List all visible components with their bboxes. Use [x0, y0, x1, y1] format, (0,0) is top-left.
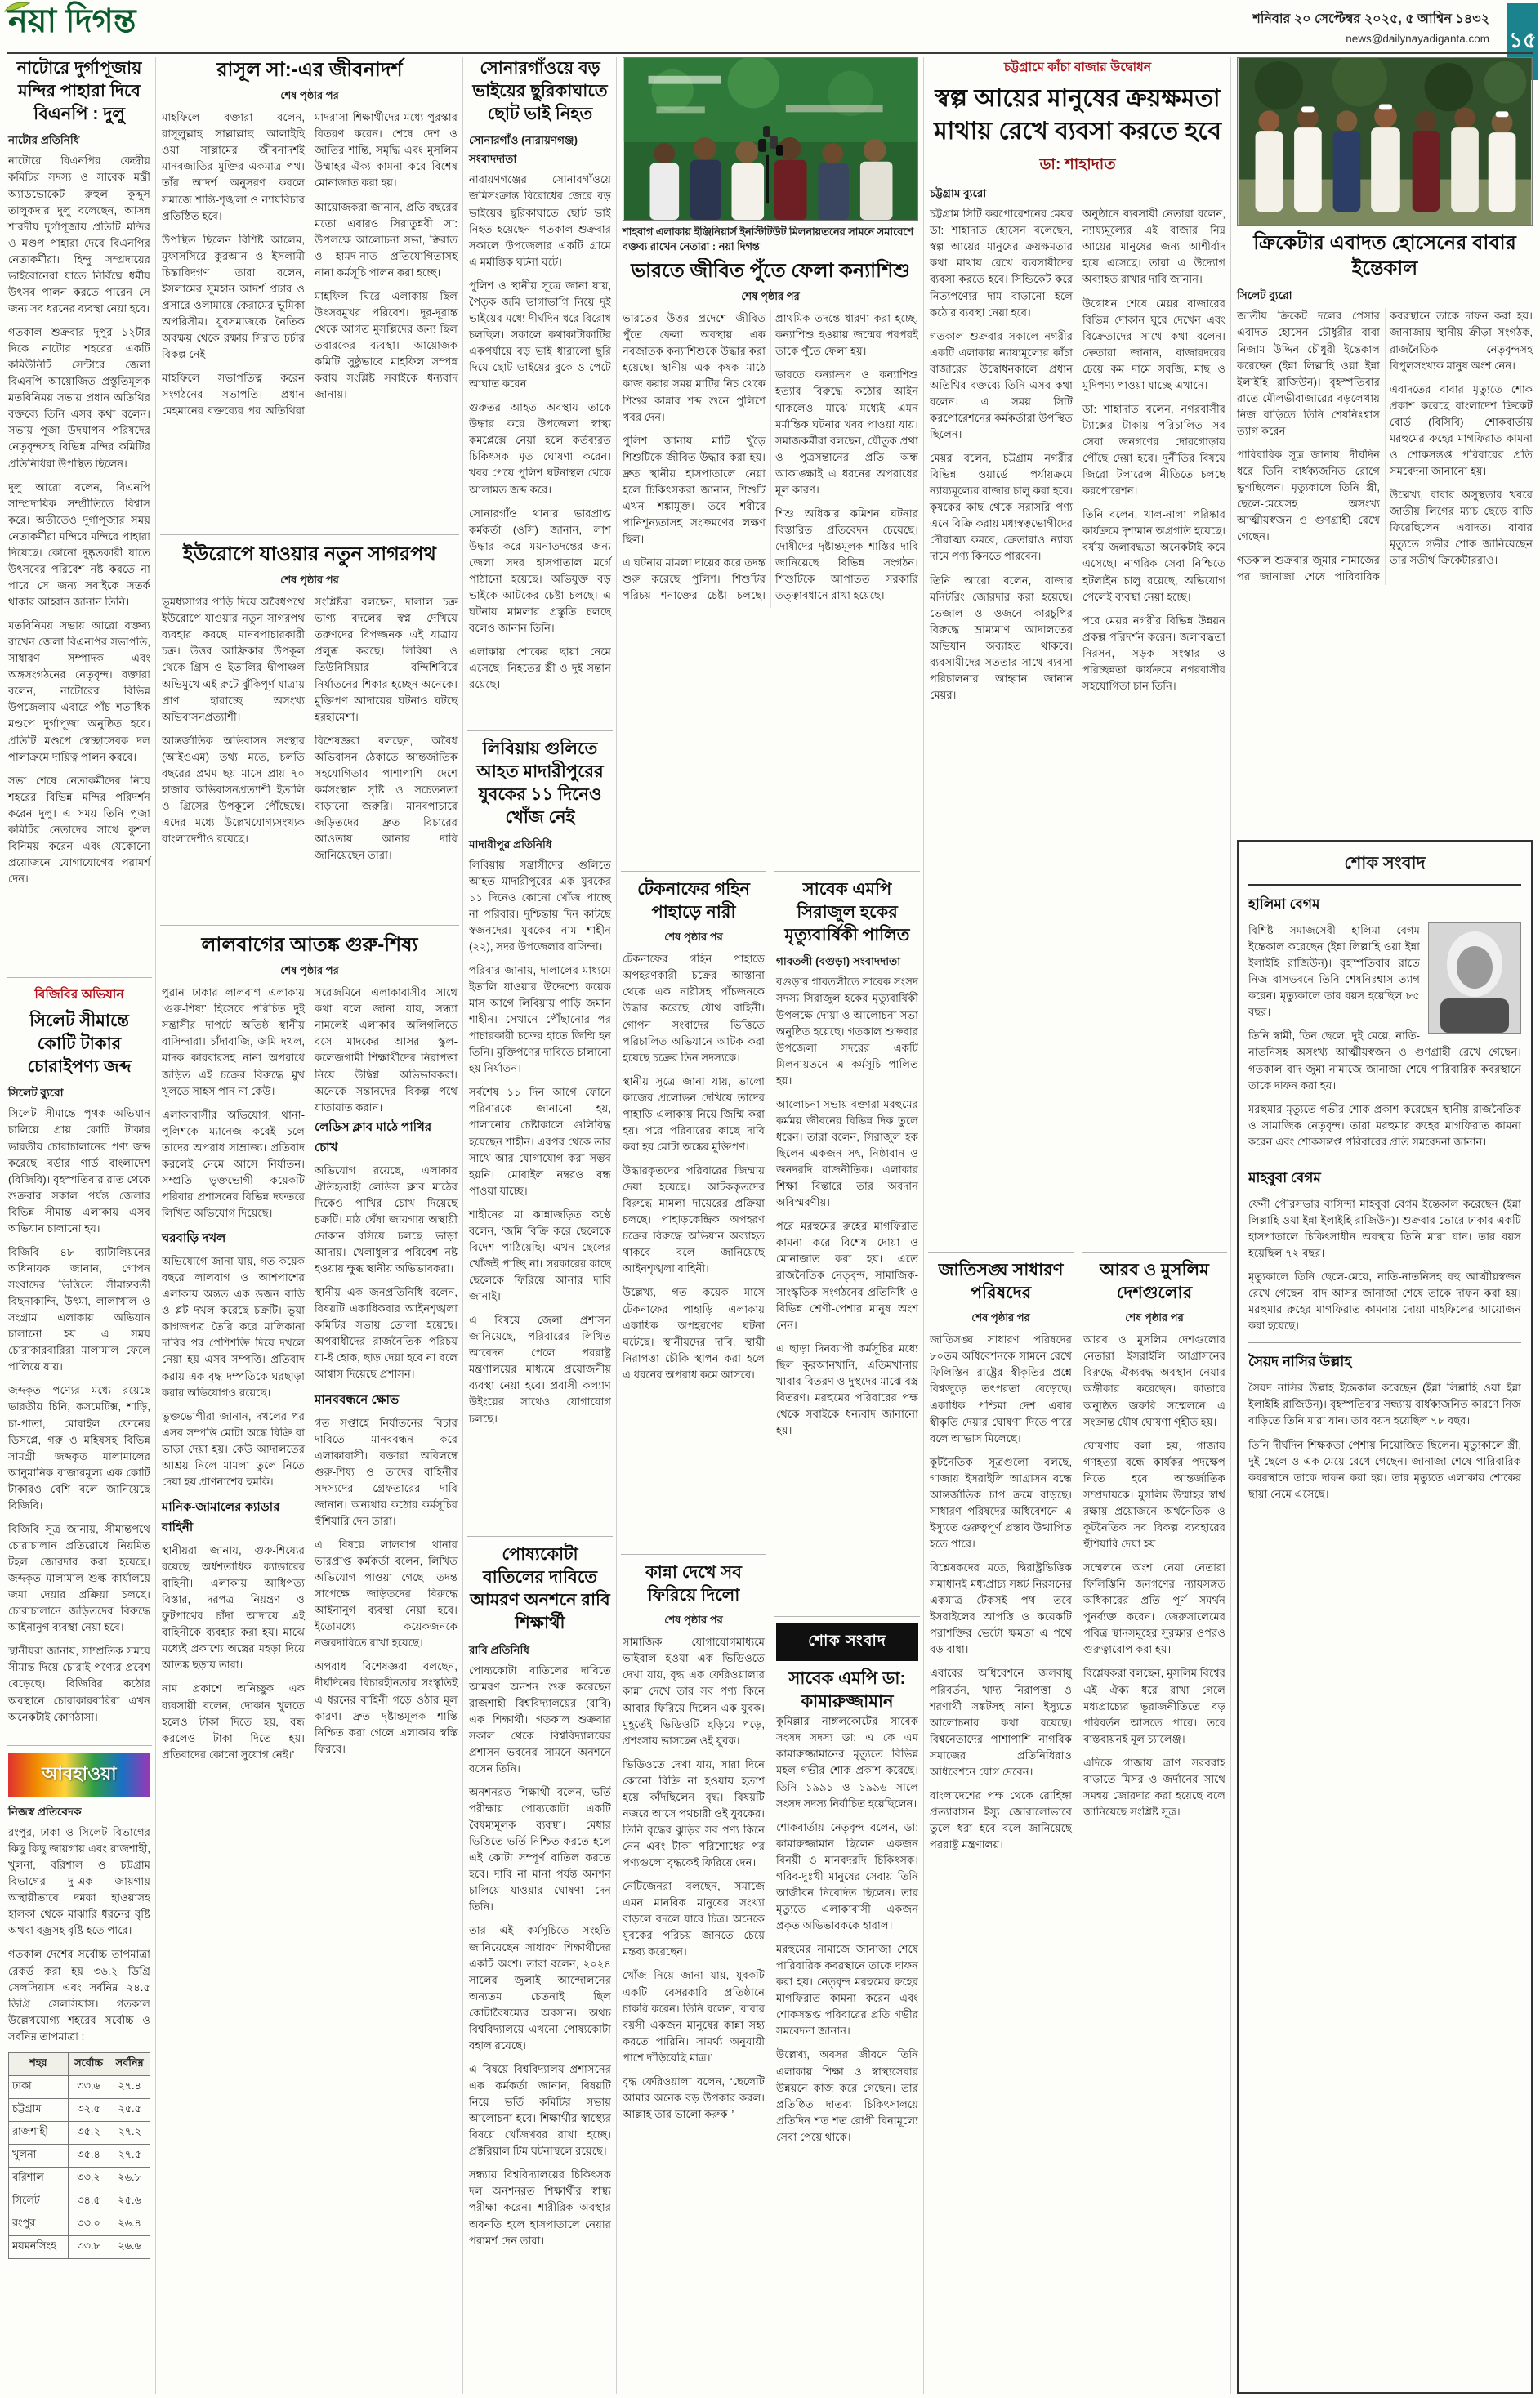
column-rule	[155, 57, 156, 2394]
article-section-body: অভিযোগ রয়েছে, এলাকার ঐতিহ্যবাহী লেডিস ক্লাব মাঠের দিকেও পাখির চোখ দিয়েছে চক্রটি। মাঠ ঘেঁষা জায়গায় অস্থায়ী দোকান বসিয়ে চলছে ভাড়া আদায়। খেলাধুলার পরিবেশ নষ্ট হওয়ায় ক্ষুব্ধ স্থানীয় অভিভাবকরা। স্থানীয় এক জনপ্রতিনিধি বলেন, বিষয়টি একাধিকবার আইনশৃঙ্খলা কমিটির সভায় তোলা হয়েছে। অপরাধীদের রাজনৈতিক পরিচয় যা-ই হোক, ছাড় দেয়া হবে না বলে আশ্বাস দিয়েছে প্রশাসন।	[315, 1163, 458, 1381]
obituary-kamaruzzaman	[774, 1616, 920, 2394]
article-libya-missing	[467, 730, 613, 1536]
article-byline: সিলেট ব্যুরো	[8, 1087, 64, 1100]
weather-table-header: শহর	[9, 2052, 69, 2075]
article-headline: পোষ্যকোটা বাতিলের দাবিতে আমরণ অনশনে রাবি শিক্ষার্থী	[470, 1545, 610, 1633]
column-rule	[462, 57, 463, 2394]
article-headline: স্বল্প আয়ের মানুষের ক্রয়ক্ষমতা মাথায় রেখে ব্যবসা করতে হবে	[933, 85, 1222, 145]
masthead-logo: নয়া দিগন্ত	[8, 3, 136, 39]
article-headline: লালবাগের আতঙ্ক গুরু-শিষ্য	[201, 934, 418, 956]
article-headline: কান্না দেখে সব ফিরিয়ে দিলো	[645, 1563, 742, 1605]
dateline	[1252, 8, 1489, 45]
weather-title-bar: আবহাওয়া	[8, 1753, 150, 1797]
article-headline: সোনারগাঁওয়ে বড় ভাইয়ের ছুরিকাঘাতে ছোট ভাই নিহত	[472, 59, 608, 124]
weather-table-rows: ঢাকা ৩৩.৬ ২৭.৪ চট্টগ্রাম ৩২.৫ ২৫.৫ রাজশাহী ৩৫.২ ২৭.২ খুলনা ৩৫.৪ ২৭.৫ বরিশাল ৩৩.২ ২৬.৮ সিলেট ৩৪.৫ ২৫.৬ রংপুর ৩৩.০ ২৬.৪ ময়মনসিংহ ৩৩.৮ ২৬.৬	[9, 2075, 150, 2258]
article-cricketer-father	[1235, 230, 1534, 840]
article-headline: সিলেট সীমান্তে কোটি টাকার চোরাইপণ্য জব্দ	[27, 1011, 132, 1077]
weather-byline: নিজস্ব প্রতিবেদক	[8, 1806, 82, 1818]
article-headline: সাবেক এমপি সিরাজুল হকের মৃত্যুবার্ষিকী পালিত	[784, 880, 910, 945]
article-body: বগুড়ার গাবতলীতে সাবেক সংসদ সদস্য সিরাজুল হকের মৃত্যুবার্ষিকী উপলক্ষে দোয়া ও আলোচনা সভা অনুষ্ঠিত হয়েছে। গতকাল শুক্রবার উপজেলা সদরের একটি মিলনায়তনে এ কর্মসূচি পালিত হয়। আলোচনা সভায় বক্তারা মরহুমের কর্মময় জীবনের বিভিন্ন দিক তুলে ধরেন। তারা বলেন, সিরাজুল হক ছিলেন একজন সৎ, নিষ্ঠাবান ও জনদরদি রাজনীতিক। এলাকার শিক্ষা বিস্তারে তার অবদান অবিস্মরণীয়। পরে মরহুমের রুহের মাগফিরাত কামনা করে বিশেষ দোয়া ও মোনাজাত করা হয়। এতে রাজনৈতিক নেতৃবৃন্দ, সামাজিক-সাংস্কৃতিক সংগঠনের প্রতিনিধি ও বিভিন্ন শ্রেণী-পেশার মানুষ অংশ নেন। এ ছাড়া দিনব্যাপী কর্মসূচির মধ্যে ছিল কুরআনখানি, এতিমখানায় খাবার বিতরণ ও দুস্থদের মাঝে বস্ত্র বিতরণ। মরহুমের পরিবারের পক্ষ থেকে সবাইকে ধন্যবাদ জানানো হয়।	[776, 976, 918, 1436]
weather-section	[7, 1745, 152, 2394]
article-body: নাটোরে বিএনপির কেন্দ্রীয় কমিটির সদস্য ও সাবেক মন্ত্রী অ্যাডভোকেট রুহুল কুদ্দুস তালুকদার দুলু বলেছেন, আসন্ন শারদীয় দুর্গাপূজায় প্রতিটি মন্দির ও মণ্ডপ পাহারা দেবে বিএনপির নেতাকর্মীরা। হিন্দু সম্প্রদায়ের ভাইবোনেরা যাতে নির্বিঘ্নে ধর্মীয় উৎসব পালন করতে পারেন সে জন্য সব ধরনের ব্যবস্থা নেয়া হবে। গতকাল শুক্রবার দুপুর ১২টার দিকে নাটোর শহরের একটি কমিউনিটি সেন্টারে জেলা বিএনপি আয়োজিত প্রস্তুতিমূলক মতবিনিময় সভায় প্রধান অতিথির বক্তব্যে তিনি এসব কথা বলেন। সভায় পূজা উদযাপন পরিষদের নেতৃবৃন্দসহ বিভিন্ন মন্দির কমিটির প্রতিনিধিরা উপস্থিত ছিলেন। দুলু আরো বলেন, বিএনপি সাম্প্রদায়িক সম্প্রীতিতে বিশ্বাস করে। অতীতেও দুর্গাপূজার সময় নেতাকর্মীরা মন্দিরে মন্দিরে পাহারা দিয়েছে। কোনো দুষ্কৃতকারী যাতে উৎসবের পরিবেশ নষ্ট করতে না পারে সে জন্য সবাইকে সতর্ক থাকার আহ্বান জানান তিনি। মতবিনিময় সভায় আরো বক্তব্য রাখেন জেলা বিএনপির সভাপতি, সাধারণ সম্পাদক এবং অঙ্গসংগঠনের নেতৃবৃন্দ। বক্তারা বলেন, নাটোরের বিভিন্ন উপজেলায় এবারে পাঁচ শতাধিক মণ্ডপে দুর্গাপূজা অনুষ্ঠিত হবে। প্রতিটি মণ্ডপে স্বেচ্ছাসেবক দল পালাক্রমে দায়িত্ব পালন করবে। সভা শেষে নেতাকর্মীদের নিয়ে শহরের বিভিন্ন মন্দির পরিদর্শন করেন দুলু। এ সময় তিনি পূজা কমিটির নেতাদের সাথে কুশল বিনিময় করেন এবং যেকোনো প্রয়োজনে যোগাযোগের পরামর্শ দেন।	[8, 154, 150, 885]
contact-email: news@dailynayadiganta.com	[1346, 33, 1489, 45]
column-rule	[923, 57, 924, 2394]
article-section-body: স্থানীয়রা জানায়, গুরু-শিষ্যের রয়েছে অর্ধশতাধিক ক্যাডারের বাহিনী। এলাকায় আধিপত্য বিস্তার, দরপত্র নিয়ন্ত্রণ ও ফুটপাথের চাঁদা আদায়ে এই বাহিনীকে ব্যবহার করা হয়। মাঝে মধ্যেই প্রকাশ্যে অস্ত্রের মহড়া দিয়ে আতঙ্ক ছড়ায় তারা। নাম প্রকাশে অনিচ্ছুক এক ব্যবসায়ী বলেন, ‘দোকান খুলতে হলেও টাকা দিতে হয়, বন্ধ করলেও টাকা দিতে হয়। প্রতিবাদের কোনো সুযোগ নেই।’ সরেজমিনে এলাকাবাসীর সাথে কথা বলে জানা যায়, সন্ধ্যা নামলেই এলাকার অলিগলিতে বসে মাদকের আসর। স্কুল-কলেজগামী শিক্ষার্থীদের নিরাপত্তা নিয়ে উদ্বিগ্ন অভিভাবকরা। অনেকে সন্তানদের বিকল্প পথে যাতায়াত করান।	[162, 986, 458, 1761]
article-body: লিবিয়ায় সন্ত্রাসীদের গুলিতে আহত মাদারীপুরের এক যুবকের ১১ দিনেও কোনো খোঁজ পাচ্ছে না পরিবার। দুশ্চিন্তায় দিন কাটছে স্বজনদের। যুবকের নাম শাহীন (২২), সদর উপজেলার বাসিন্দা। পরিবার জানায়, দালালের মাধ্যমে ইতালি যাওয়ার উদ্দেশ্যে কয়েক মাস আগে লিবিয়ায় পাড়ি জমান শাহীন। সেখানে পৌঁছানোর পর পাচারকারী চক্রের হাতে জিম্মি হন তিনি। মুক্তিপণের দাবিতে চালানো হয় নির্যাতন। সর্বশেষ ১১ দিন আগে ফোনে পরিবারকে জানানো হয়, পালানোর চেষ্টাকালে গুলিবিদ্ধ হয়েছেন শাহীন। এরপর থেকে তার সাথে আর যোগাযোগ করা সম্ভব হয়নি। মোবাইল নম্বরও বন্ধ পাওয়া যাচ্ছে। শাহীনের মা কান্নাজড়িত কণ্ঠে বলেন, ‘জমি বিক্রি করে ছেলেকে বিদেশ পাঠিয়েছি। এখন ছেলের খোঁজই পাচ্ছি না। সরকারের কাছে ছেলেকে ফিরিয়ে আনার দাবি জানাই।’ এ বিষয়ে জেলা প্রশাসন জানিয়েছে, পরিবারের লিখিত আবেদন পেলে পররাষ্ট্র মন্ত্রণালয়ের মাধ্যমে প্রয়োজনীয় ব্যবস্থা নেয়া হবে। প্রবাসী কল্যাণ উইংয়ের সাথেও যোগাযোগ চলছে।	[469, 858, 611, 1425]
obituary-body: বিশিষ্ট সমাজসেবী হালিমা বেগম ইন্তেকাল করেছেন (ইন্না লিল্লাহি ওয়া ইন্না ইলাইহি রাজিউন)। বৃহস্পতিবার রাতে নিজ বাসভবনে তিনি শেষনিঃশ্বাস ত্যাগ করেন। মৃত্যুকালে তার বয়স হয়েছিল ৮৫ বছর। তিনি স্বামী, তিন ছেলে, দুই মেয়ে, নাতি-নাতনিসহ অসংখ্য আত্মীয়স্বজন ও গুণগ্রাহী রেখে গেছেন। গতকাল বাদ জুমা নামাজে জানাজা শেষে পারিবারিক কবরস্থানে তাকে দাফন করা হয়। মরহুমার মৃত্যুতে গভীর শোক প্রকাশ করেছেন স্থানীয় রাজনৈতিক ও সামাজিক নেতৃবৃন্দ। তারা মরহুমার রুহের মাগফিরাত কামনা করেন এবং শোকসন্তপ্ত পরিবারের প্রতি সমবেদনা জানান।	[1248, 924, 1521, 1148]
article-body: চট্টগ্রাম সিটি করপোরেশনের মেয়র ডা: শাহাদাত হোসেন বলেছেন, স্বল্প আয়ের মানুষের ক্রয়ক্ষমতার কথা মাথায় রেখে ব্যবসায়ীদের ব্যবসা করতে হবে। সিন্ডিকেট করে নিত্যপণ্যের দাম বাড়ানো হলে কঠোর ব্যবস্থা নেয়া হবে। গতকাল শুক্রবার সকালে নগরীর একটি এলাকায় ন্যায্যমূল্যের কাঁচা বাজারের উদ্বোধনকালে প্রধান অতিথির বক্তব্যে তিনি এসব কথা বলেন। এ সময় সিটি করপোরেশনের কর্মকর্তারা উপস্থিত ছিলেন। মেয়র বলেন, চট্টগ্রাম নগরীর বিভিন্ন ওয়ার্ডে পর্যায়ক্রমে ন্যায্যমূল্যের বাজার চালু করা হবে। কৃষকের কাছ থেকে সরাসরি পণ্য এনে বিক্রি করায় মধ্যস্বত্বভোগীদের দৌরাত্ম্য কমবে, ক্রেতারাও ন্যায্য দামে পণ্য কিনতে পারবেন। তিনি আরো বলেন, বাজার মনিটরিং জোরদার করা হয়েছে। ভেজাল ও ওজনে কারচুপির বিরুদ্ধে ভ্রাম্যমাণ আদালতের অভিযান অব্যাহত থাকবে। ব্যবসায়ীদের সততার সাথে ব্যবসা পরিচালনার আহ্বান জানান মেয়র। অনুষ্ঠানে ব্যবসায়ী নেতারা বলেন, ন্যায্যমূল্যের এই বাজার নিম্ন আয়ের মানুষের জন্য আশীর্বাদ হয়ে এসেছে। তারা এ উদ্যোগ অব্যাহত রাখার দাবি জানান। উদ্বোধন শেষে মেয়র বাজারের বিভিন্ন দোকান ঘুরে দেখেন এবং বিক্রেতাদের সাথে কথা বলেন। ক্রেতারা জানান, বাজারদরের চেয়ে কম দামে সবজি, মাছ ও মুদিপণ্য পাওয়া যাচ্ছে এখানে। ডা: শাহাদাত বলেন, নগরবাসীর ট্যাক্সের টাকায় পরিচালিত সব সেবা জনগণের দোরগোড়ায় পৌঁছে দেয়া হবে। দুর্নীতির বিষয়ে জিরো টলারেন্স নীতিতে চলছে করপোরেশন। তিনি বলেন, খাল-নালা পরিষ্কার কার্যক্রমে দৃশ্যমান অগ্রগতি হয়েছে। বর্ষায় জলাবদ্ধতা অনেকটাই কমে এসেছে। নাগরিক সেবা নিশ্চিতে হটলাইন চালু রয়েছে, অভিযোগ পেলেই ব্যবস্থা নেয়া হচ্ছে। পরে মেয়র নগরীর বিভিন্ন উন্নয়ন প্রকল্প পরিদর্শন করেন। জলাবদ্ধতা নিরসন, সড়ক সংস্কার ও পরিচ্ছন্নতা কার্যক্রমে নগরবাসীর সহযোগিতা চান তিনি।	[930, 208, 1225, 701]
obituary-name: হালিমা বেগম	[1248, 896, 1320, 912]
article-byline: রাবি প্রতিনিধি	[469, 1643, 529, 1656]
continued-from-line: শেষ পৃষ্ঠার পর	[741, 290, 800, 303]
article-india-girl	[621, 258, 920, 871]
continued-from-line: শেষ পৃষ্ঠার পর	[280, 574, 339, 587]
article-body: মাহফিলে বক্তারা বলেন, রাসূলুল্লাহ সাল্লাল্লাহু আলাইহি ওয়া সাল্লামের জীবনাদর্শই মানবজাতির মুক্তির একমাত্র পথ। তাঁর আদর্শ অনুসরণ করলে সমাজে শান্তি-শৃঙ্খলা ও ন্যায়বিচার প্রতিষ্ঠিত হবে। উপস্থিত ছিলেন বিশিষ্ট আলেম, মুফাসসিরে কুরআন ও ইসলামী চিন্তাবিদগণ। তারা বলেন, ইসলামের সুমহান আদর্শ প্রচার ও প্রসারে ওলামায়ে কেরামের ভূমিকা অপরিসীম। যুবসমাজকে নৈতিক অবক্ষয় থেকে রক্ষায় সিরাত চর্চার বিকল্প নেই। মাহফিলে সভাপতিত্ব করেন সংগঠনের সভাপতি। প্রধান মেহমানের বক্তব্যের পর অতিথিরা মাদরাসা শিক্ষার্থীদের মধ্যে পুরস্কার বিতরণ করেন। শেষে দেশ ও জাতির শান্তি, সমৃদ্ধি এবং মুসলিম উম্মাহর ঐক্য কামনা করে বিশেষ মোনাজাত করা হয়। আয়োজকরা জানান, প্রতি বছরের মতো এবারও সিরাতুন্নবী সা: উপলক্ষে আলোচনা সভা, ক্বিরাত ও হামদ-নাত প্রতিযোগিতাসহ নানা কর্মসূচি পালন করা হচ্ছে। মাহফিল ঘিরে এলাকায় ছিল উৎসবমুখর পরিবেশ। দূর-দূরান্ত থেকে আগত মুসল্লিদের জন্য ছিল তবারকের ব্যবস্থা। আয়োজক কমিটি সুষ্ঠুভাবে মাহফিল সম্পন্ন করায় সংশ্লিষ্ট সবাইকে ধন্যবাদ জানায়।	[162, 111, 458, 418]
column-rule	[616, 57, 617, 2394]
photo-caption: শাহবাগ এলাকায় ইঞ্জিনিয়ার্স ইনস্টিটিউট মিলনায়তনের সামনে সমাবেশে বক্তব্য রাখেন নেতারা : নয়া দিগন্ত	[623, 226, 914, 252]
page-number-tab: ১৫	[1507, 3, 1538, 80]
obituary-divider	[1248, 1342, 1521, 1343]
obituary-name: মাহবুবা বেগম	[1248, 1169, 1321, 1186]
weather-table-header: সর্বোচ্চ	[68, 2052, 109, 2075]
article-body: ভারতের উত্তর প্রদেশে জীবিত পুঁতে ফেলা অবস্থায় এক নবজাতক কন্যাশিশুকে উদ্ধার করা হয়েছে। স্থানীয় এক কৃষক মাঠে কাজ করার সময় মাটির নিচ থেকে শিশুর কান্নার শব্দ শুনে পুলিশে খবর দেন। পুলিশ জানায়, মাটি খুঁড়ে শিশুটিকে জীবিত উদ্ধার করা হয়। দ্রুত স্থানীয় হাসপাতালে নেয়া হলে চিকিৎসকরা জানান, শিশুটি এখন শঙ্কামুক্ত। তবে শরীরে পানিশূন্যতাসহ সংক্রমণের লক্ষণ ছিল। এ ঘটনায় মামলা দায়ের করে তদন্ত শুরু করেছে পুলিশ। শিশুটির পরিচয় শনাক্তের চেষ্টা চলছে। প্রাথমিক তদন্তে ধারণা করা হচ্ছে, কন্যাশিশু হওয়ায় জন্মের পরপরই তাকে পুঁতে ফেলা হয়। ভারতে কন্যাভ্রূণ ও কন্যাশিশু হত্যার বিরুদ্ধে কঠোর আইন থাকলেও মাঝে মধ্যেই এমন মর্মান্তিক ঘটনার খবর পাওয়া যায়। সমাজকর্মীরা বলছেন, যৌতুক প্রথা ও পুত্রসন্তানের প্রতি অন্ধ আকাঙ্ক্ষাই এ ধরনের অপরাধের মূল কারণ। শিশু অধিকার কমিশন ঘটনার বিস্তারিত প্রতিবেদন চেয়েছে। দোষীদের দৃষ্টান্তমূলক শাস্তির দাবি জানিয়েছে বিভিন্ন সংগঠন। শিশুটিকে আপাতত সরকারি তত্ত্বাবধানে রাখা হয়েছে।	[623, 312, 918, 602]
article-intro: পুরান ঢাকার লালবাগ এলাকায় ‘গুরু-শিষ্য’ হিসেবে পরিচিত দুই সন্ত্রাসীর দাপটে অতিষ্ঠ স্থানীয় বাসিন্দারা। চাঁদাবাজি, জমি দখল, মাদক কারবারসহ নানা অপরাধে জড়িত এই চক্রের বিরুদ্ধে মুখ খুলতে সাহস পান না কেউ। এলাকাবাসীর অভিযোগ, থানা-পুলিশকে ম্যানেজ করেই চলে তাদের অপরাধ সাম্রাজ্য। প্রতিবাদ করলেই নেমে আসে নির্যাতন। সম্প্রতি ভুক্তভোগী কয়েকটি পরিবার প্রশাসনের বিভিন্ন দফতরে লিখিত অভিযোগ দিয়েছে।	[162, 986, 305, 1219]
article-lalbagh	[160, 925, 459, 2394]
article-section-body: অভিযোগে জানা যায়, গত কয়েক বছরে লালবাগ ও আশপাশের এলাকায় অন্তত এক ডজন বাড়ি ও প্লট দখল করেছে চক্রটি। ভুয়া কাগজপত্র তৈরি করে মালিকানা দাবির পর পেশিশক্তি দিয়ে দখলে নেয়া হয় এসব সম্পত্তি। প্রতিবাদ করায় এক বৃদ্ধ দম্পতিকে ঘরছাড়া করার অভিযোগও রয়েছে। ভুক্তভোগীরা জানান, দখলের পর এসব সম্পত্তি মোটা অঙ্কে বিক্রি বা ভাড়া দেয়া হয়। কেউ আদালতের আশ্রয় নিলে মামলা তুলে নিতে দেয়া হয় প্রাণনাশের হুমকি।	[162, 1255, 305, 1488]
continued-from-line: শেষ পৃষ্ঠার পর	[280, 89, 339, 102]
article-body: নারায়ণগঞ্জের সোনারগাঁওয়ে জমিসংক্রান্ত বিরোধের জেরে বড় ভাইয়ের ছুরিকাঘাতে ছোট ভাই নিহত হয়েছেন। গতকাল শুক্রবার সকালে উপজেলার একটি গ্রামে এ মর্মান্তিক ঘটনা ঘটে। পুলিশ ও স্থানীয় সূত্রে জানা যায়, পৈতৃক জমি ভাগাভাগি নিয়ে দুই ভাইয়ের মধ্যে দীর্ঘদিন ধরে বিরোধ চলছিল। সকালে কথাকাটাকাটির একপর্যায়ে বড় ভাই ধারালো ছুরি দিয়ে ছোট ভাইয়ের বুকে ও পেটে আঘাত করেন। গুরুতর আহত অবস্থায় তাকে উদ্ধার করে উপজেলা স্বাস্থ্য কমপ্লেক্সে নেয়া হলে কর্তব্যরত চিকিৎসক মৃত ঘোষণা করেন। খবর পেয়ে পুলিশ ঘটনাস্থল থেকে আলামত জব্দ করে। সোনারগাঁও থানার ভারপ্রাপ্ত কর্মকর্তা (ওসি) জানান, লাশ উদ্ধার করে ময়নাতদন্তের জন্য জেলা সদর হাসপাতাল মর্গে পাঠানো হয়েছে। অভিযুক্ত বড় ভাইকে আটকের চেষ্টা চলছে। এ ঘটনায় মামলার প্রস্তুতি চলছে বলেও জানান তিনি। এলাকায় শোকের ছায়া নেমে এসেছে। নিহতের স্ত্রী ও দুই সন্তান রয়েছে।	[469, 173, 611, 691]
obituary-section	[1235, 840, 1534, 2394]
obituary-banner: শোক সংবাদ	[776, 1623, 918, 1661]
article-body: ভূমধ্যসাগর পাড়ি দিয়ে অবৈধপথে ইউরোপে যাওয়ার নতুন সাগরপথ ব্যবহার করছে মানবপাচারকারী চক্র। উত্তর আফ্রিকার উপকূল থেকে গ্রিস ও ইতালির দ্বীপাঞ্চল অভিমুখে এই রুটে ঝুঁকিপূর্ণ যাত্রায় প্রাণ হারাচ্ছে অসংখ্য অভিবাসনপ্রত্যাশী। আন্তর্জাতিক অভিবাসন সংস্থার (আইওএম) তথ্য মতে, চলতি বছরের প্রথম ছয় মাসে প্রায় ৭০ হাজার অভিবাসনপ্রত্যাশী ইতালি ও গ্রিসের উপকূলে পৌঁছেছে। এদের মধ্যে উল্লেখযোগ্যসংখ্যক বাংলাদেশীও রয়েছে। সংশ্লিষ্টরা বলছেন, দালাল চক্র ভাগ্য বদলের স্বপ্ন দেখিয়ে তরুণদের বিপজ্জনক এই যাত্রায় প্রলুব্ধ করছে। লিবিয়া ও তিউনিসিয়ার বন্দিশিবিরে নির্যাতনের শিকার হচ্ছেন অনেকে। মুক্তিপণ আদায়ের ঘটনাও ঘটছে হরহামেশা। বিশেষজ্ঞরা বলছেন, অবৈধ অভিবাসন ঠেকাতে আন্তর্জাতিক সহযোগিতার পাশাপাশি দেশে কর্মসংস্থান সৃষ্টি ও সচেতনতা বাড়ানো জরুরি। মানবপাচারে জড়িতদের দ্রুত বিচারের আওতায় আনার দাবি জানিয়েছেন তারা।	[162, 596, 458, 862]
continued-from-line: শেষ পৃষ্ঠার পর	[664, 1614, 723, 1627]
article-body: টেকনাফের গহিন পাহাড়ে অপহরণকারী চক্রের আস্তানা থেকে এক নারীসহ পাঁচজনকে উদ্ধার করেছে যৌথ বাহিনী। গোপন সংবাদের ভিত্তিতে পরিচালিত অভিযানে আটক করা হয়েছে চক্রের তিন সদস্যকে। স্থানীয় সূত্রে জানা যায়, ভালো কাজের প্রলোভন দেখিয়ে তাদের পাহাড়ি এলাকায় নিয়ে জিম্মি করা হয়। পরে পরিবারের কাছে দাবি করা হয় মোটা অঙ্কের মুক্তিপণ। উদ্ধারকৃতদের পরিবারের জিম্মায় দেয়া হয়েছে। আটককৃতদের বিরুদ্ধে মামলা দায়েরের প্রক্রিয়া চলছে। পাহাড়কেন্দ্রিক অপহরণ চক্রের বিরুদ্ধে অভিযান অব্যাহত থাকবে বলে জানিয়েছে আইনশৃঙ্খলা বাহিনী। উল্লেখ্য, গত কয়েক মাসে টেকনাফের পাহাড়ি এলাকায় একাধিক অপহরণের ঘটনা ঘটেছে। স্থানীয়দের দাবি, স্থায়ী নিরাপত্তা চৌকি স্থাপন করা হলে এ ধরনের অপরাধ কমে আসবে।	[623, 953, 765, 1381]
column-rule	[1230, 57, 1231, 2394]
article-subhead: মানববন্ধনে ক্ষোভ	[315, 1392, 400, 1407]
weather-body: রংপুর, ঢাকা ও সিলেট বিভাগের কিছু কিছু জায়গায় এবং রাজশাহী, খুলনা, বরিশাল ও চট্টগ্রাম বিভাগের দু-এক জায়গায় অস্থায়ীভাবে দমকা হাওয়াসহ হালকা থেকে মাঝারি ধরনের বৃষ্টি অথবা বজ্রসহ বৃষ্টি হতে পারে। গতকাল দেশের সর্বোচ্চ তাপমাত্রা রেকর্ড করা হয় ৩৬.২ ডিগ্রি সেলসিয়াস এবং সর্বনিম্ন ২৪.৫ ডিগ্রি সেলসিয়াস। গতকাল উল্লেখযোগ্য শহরের সর্বোচ্চ ও সর্বনিম্ন তাপমাত্রা :	[8, 1826, 150, 2043]
masthead-rule	[7, 52, 1533, 54]
article-natore	[7, 57, 152, 977]
article-headline: নাটোরে দুর্গাপূজায় মন্দির পাহারা দিবে বিএনপি : দুলু	[16, 59, 142, 124]
article-body: সামাজিক যোগাযোগমাধ্যমে ভাইরাল হওয়া এক ভিডিওতে দেখা যায়, বৃদ্ধ এক ফেরিওয়ালার কান্না দেখে তার সব পণ্য কিনে আবার ফিরিয়ে দিলেন এক যুবক। মুহূর্তেই ভিডিওটি ছড়িয়ে পড়ে, প্রশংসায় ভাসছেন ওই যুবক। ভিডিওতে দেখা যায়, সারা দিনে কোনো বিক্রি না হওয়ায় হতাশ হয়ে কাঁদছিলেন বৃদ্ধ। বিষয়টি নজরে আসে পথচারী ওই যুবকের। তিনি বৃদ্ধের ঝুড়ির সব পণ্য কিনে নেন এবং টাকা পরিশোধের পর পণ্যগুলো বৃদ্ধকেই ফিরিয়ে দেন। নেটিজেনরা বলছেন, সমাজে এমন মানবিক মানুষের সংখ্যা বাড়লে বদলে যাবে চিত্র। অনেকে যুবকের পরিচয় জানতে চেয়ে মন্তব্য করেছেন। খোঁজ নিয়ে জানা যায়, যুবকটি একটি বেসরকারি প্রতিষ্ঠানে চাকরি করেন। তিনি বলেন, ‘বাবার বয়সী একজন মানুষের কান্না সহ্য করতে পারিনি। সামর্থ্য অনুযায়ী পাশে দাঁড়িয়েছি মাত্র।’ বৃদ্ধ ফেরিওয়ালা বলেন, ‘ছেলেটি আমার অনেক বড় উপকার করল। আল্লাহ তার ভালো করুক।’	[623, 1636, 765, 2120]
article-un-assembly	[928, 1252, 1074, 2394]
article-byline: নাটোর প্রতিনিধি	[8, 134, 80, 147]
article-body: পোষ্যকোটা বাতিলের দাবিতে আমরণ অনশন শুরু করেছেন রাজশাহী বিশ্ববিদ্যালয়ের (রাবি) এক শিক্ষার্থী। গতকাল শুক্রবার সকাল থেকে বিশ্ববিদ্যালয়ের প্রশাসন ভবনের সামনে অনশনে বসেন তিনি। অনশনরত শিক্ষার্থী বলেন, ভর্তি পরীক্ষায় পোষ্যকোটা একটি বৈষম্যমূলক ব্যবস্থা। মেধার ভিত্তিতে ভর্তি নিশ্চিত করতে হলে এই কোটা সম্পূর্ণ বাতিল করতে হবে। দাবি না মানা পর্যন্ত অনশন চালিয়ে যাওয়ার ঘোষণা দেন তিনি। তার এই কর্মসূচিতে সংহতি জানিয়েছেন সাধারণ শিক্ষার্থীদের একটি অংশ। তারা বলেন, ২০২৪ সালের জুলাই আন্দোলনের অন্যতম চেতনাই ছিল কোটাবৈষম্যের অবসান। অথচ বিশ্ববিদ্যালয়ে এখনো পোষ্যকোটা বহাল রয়েছে। এ বিষয়ে বিশ্ববিদ্যালয় প্রশাসনের এক কর্মকর্তা জানান, বিষয়টি নিয়ে ভর্তি কমিটির সভায় আলোচনা হবে। শিক্ষার্থীর স্বাস্থ্যের বিষয়ে খোঁজখবর রাখা হচ্ছে। প্রক্টরিয়াল টিম ঘটনাস্থলে রয়েছে। সন্ধ্যায় বিশ্ববিদ্যালয়ের চিকিৎসক দল অনশনরত শিক্ষার্থীর স্বাস্থ্য পরীক্ষা করেন। শারীরিক অবস্থার অবনতি হলে হাসপাতালে নেয়ার পরামর্শ দেন তারা।	[469, 1663, 611, 2247]
article-byline: চট্টগ্রাম ব্যুরো	[930, 187, 987, 200]
weather-table	[8, 2052, 150, 2259]
lead-photo-block	[621, 57, 920, 258]
article-headline: আরব ও মুসলিম দেশগুলোর	[1100, 1261, 1209, 1303]
obituary-body: ফেনী পৌরসভার বাসিন্দা মাহবুবা বেগম ইন্তেকাল করেছেন (ইন্না লিল্লাহি ওয়া ইন্না ইলাইহি রাজিউন)। শুক্রবার ভোরে ঢাকার একটি হাসপাতালে চিকিৎসাধীন অবস্থায় তিনি মারা যান। তার বয়স হয়েছিল ৭২ বছর। মৃত্যুকালে তিনি ছেলে-মেয়ে, নাতি-নাতনিসহ বহু আত্মীয়স্বজন রেখে গেছেন। বাদ আসর জানাজা শেষে তাকে দাফন করা হয়। মরহুমার রুহের মাগফিরাত কামনায় দোয়া মাহফিলের আয়োজন করা হয়েছে।	[1248, 1197, 1521, 1333]
article-rasul	[160, 57, 459, 534]
obituary-box	[1237, 840, 1533, 2394]
article-headline: ভারতে জীবিত পুঁতে ফেলা কন্যাশিশু	[631, 260, 910, 282]
article-body: সিলেট সীমান্তে পৃথক অভিযান চালিয়ে প্রায় কোটি টাকার ভারতীয় চোরাচালানের পণ্য জব্দ করেছে বর্ডার গার্ড বাংলাদেশ (বিজিবি)। বৃহস্পতিবার রাত থেকে শুক্রবার সকাল পর্যন্ত জেলার বিভিন্ন সীমান্ত এলাকায় এসব অভিযান চালানো হয়। বিজিবি ৪৮ ব্যাটালিয়নের অধিনায়ক জানান, গোপন সংবাদের ভিত্তিতে সীমান্তবর্তী বিছনাকান্দি, উৎমা, লালাখাল ও সংগ্রাম এলাকায় অভিযান চালানো হয়। এ সময় চোরাকারবারিরা মালামাল ফেলে পালিয়ে যায়। জব্দকৃত পণ্যের মধ্যে রয়েছে ভারতীয় চিনি, কসমেটিক্স, শাড়ি, চা-পাতা, মোবাইল ফোনের ডিসপ্লে, গরু ও মহিষসহ বিভিন্ন সামগ্রী। জব্দকৃত মালামালের আনুমানিক বাজারমূল্য এক কোটি টাকারও বেশি বলে জানিয়েছে বিজিবি। বিজিবি সূত্র জানায়, সীমান্তপথে চোরাচালান প্রতিরোধে নিয়মিত টহল জোরদার করা হয়েছে। জব্দকৃত মালামাল শুল্ক কার্যালয়ে জমা দেয়ার প্রক্রিয়া চলছে। চোরাচালানে জড়িতদের বিরুদ্ধে আইনানুগ ব্যবস্থা নেয়া হবে। স্থানীয়রা জানায়, সাম্প্রতিক সময়ে সীমান্ত দিয়ে চোরাই পণ্যের প্রবেশ বেড়েছে। বিজিবির কঠোর অবস্থানে চোরাকারবারিরা এখন অনেকটাই কোণঠাসা।	[8, 1107, 150, 1723]
continued-from-line: শেষ পৃষ্ঠার পর	[971, 1311, 1030, 1324]
press-conference-photo	[623, 57, 918, 221]
continued-from-line: শেষ পৃষ্ঠার পর	[280, 964, 339, 977]
article-byline: মাদারীপুর প্রতিনিধি	[469, 837, 552, 851]
article-arab-muslim	[1082, 1252, 1227, 2394]
article-europe-route	[160, 534, 459, 925]
article-body	[162, 985, 458, 1771]
article-sirajul-anniversary	[774, 871, 920, 1616]
article-headline: ক্রিকেটার এবাদত হোসেনের বাবার ইন্তেকাল	[1253, 232, 1516, 280]
article-kicker: চট্টগ্রামে কাঁচা বাজার উদ্বোধন	[1003, 60, 1152, 74]
article-headline: ইউরোপে যাওয়ার নতুন সাগরপথ	[183, 543, 436, 565]
article-subhead: লেডিস ক্লাব মাঠে পাখির চোখ	[315, 1119, 432, 1154]
article-body: জাতিসঙ্ঘ সাধারণ পরিষদের ৮০তম অধিবেশনকে সামনে রেখে ফিলিস্তিন রাষ্ট্রের স্বীকৃতির প্রশ্নে বিশ্বজুড়ে তৎপরতা বেড়েছে। একাধিক পশ্চিমা দেশ এবার স্বীকৃতি দেয়ার ঘোষণা দিতে পারে বলে আভাস মিলেছে। কূটনৈতিক সূত্রগুলো বলছে, গাজায় ইসরাইলি আগ্রাসন বন্ধে আন্তর্জাতিক চাপ ক্রমে বাড়ছে। সাধারণ পরিষদের অধিবেশনে এ ইস্যুতে গুরুত্বপূর্ণ প্রস্তাব উত্থাপিত হতে পারে। বিশ্লেষকদের মতে, দ্বিরাষ্ট্রভিত্তিক সমাধানই মধ্যপ্রাচ্য সঙ্কট নিরসনের একমাত্র টেকসই পথ। তবে ইসরাইলের আপত্তি ও কয়েকটি পরাশক্তির ভেটো ক্ষমতা এ পথে বড় বাধা। এবারের অধিবেশনে জলবায়ু পরিবর্তন, খাদ্য নিরাপত্তা ও শরণার্থী সঙ্কটসহ নানা ইস্যুতে আলোচনার কথা রয়েছে। বিশ্বনেতাদের পাশাপাশি নাগরিক সমাজের প্রতিনিধিরাও অধিবেশনে যোগ দেবেন। বাংলাদেশের পক্ষ থেকে রোহিঙ্গা প্রত্যাবাসন ইস্যু জোরালোভাবে তুলে ধরা হবে বলে জানিয়েছে পররাষ্ট্র মন্ত্রণালয়।	[930, 1333, 1072, 1851]
article-quota-hunger-strike	[467, 1536, 613, 2394]
date-text: শনিবার ২০ সেপ্টেম্বর ২০২৫, ৫ আশ্বিন ১৪৩২	[1252, 12, 1489, 26]
article-headline: টেকনাফের গহিন পাহাড়ে নারী	[637, 880, 750, 922]
obituary-body: সৈয়দ নাসির উল্লাহ ইন্তেকাল করেছেন (ইন্না লিল্লাহি ওয়া ইন্না ইলাইহি রাজিউন)। বৃহস্পতিবার সন্ধ্যায় বার্ধক্যজনিত কারণে নিজ বাড়িতে তিনি মারা যান। তার বয়স হয়েছিল ৭৮ বছর। তিনি দীর্ঘদিন শিক্ষকতা পেশায় নিয়োজিত ছিলেন। মৃত্যুকালে স্ত্রী, দুই ছেলে ও এক মেয়ে রেখে গেছেন। জানাজা শেষে পারিবারিক কবরস্থানে তাকে দাফন করা হয়। তার মৃত্যুতে এলাকায় শোকের ছায়া নেমে এসেছে।	[1248, 1382, 1521, 1500]
continued-from-line: শেষ পৃষ্ঠার পর	[664, 931, 723, 944]
obituary-body: কুমিল্লার নাঙ্গলকোটের সাবেক সংসদ সদস্য ডা: এ কে এম কামারুজ্জামানের মৃত্যুতে বিভিন্ন মহল গভীর শোক প্রকাশ করেছে। তিনি ১৯৯১ ও ১৯৯৬ সালে সংসদ সদস্য নির্বাচিত হয়েছিলেন। শোকবার্তায় নেতৃবৃন্দ বলেন, ডা: কামারুজ্জামান ছিলেন একজন বিনয়ী ও মানবদরদি চিকিৎসক। গরিব-দুঃখী মানুষের সেবায় তিনি আজীবন নিবেদিত ছিলেন। তার মৃত্যুতে এলাকাবাসী একজন প্রকৃত অভিভাবককে হারাল। মরহুমের নামাজে জানাজা শেষে পারিবারিক কবরস্থানে তাকে দাফন করা হয়। নেতৃবৃন্দ মরহুমের রুহের মাগফিরাত কামনা করেন এবং শোকসন্তপ্ত পরিবারের প্রতি গভীর সমবেদনা জানান। উল্লেখ্য, অবসর জীবনে তিনি এলাকায় শিক্ষা ও স্বাস্থ্যসেবার উন্নয়নে কাজ করে গেছেন। তার প্রতিষ্ঠিত দাতব্য চিকিৎসালয়ে প্রতিদিন শত শত রোগী বিনামূল্যে সেবা পেয়ে থাকে।	[776, 1715, 918, 2143]
article-section-body: গত সপ্তাহে নির্যাতনের বিচার দাবিতে মানববন্ধন করে এলাকাবাসী। বক্তারা অবিলম্বে গুরু-শিষ্য ও তাদের বাহিনীর সদস্যদের গ্রেফতারের দাবি জানান। অন্যথায় কঠোর কর্মসূচির হুঁশিয়ারি দেন তারা। এ বিষয়ে লালবাগ থানার ভারপ্রাপ্ত কর্মকর্তা বলেন, লিখিত অভিযোগ পাওয়া গেছে। তদন্ত সাপেক্ষে জড়িতদের বিরুদ্ধে আইনানুগ ব্যবস্থা নেয়া হবে। ইতোমধ্যে কয়েকজনকে নজরদারিতে রাখা হয়েছে। অপরাধ বিশেষজ্ঞরা বলছেন, দীর্ঘদিনের বিচারহীনতার সংস্কৃতিই এ ধরনের বাহিনী গড়ে ওঠার মূল কারণ। দ্রুত দৃষ্টান্তমূলক শাস্তি নিশ্চিত করা গেলে এলাকায় স্বস্তি ফিরবে।	[315, 1416, 458, 1755]
article-subhead: ঘরবাড়ি দখল	[162, 1231, 226, 1246]
article-subhead: মানিক-জামালের ক্যাডার বাহিনী	[162, 1499, 280, 1534]
article-byline: সিলেট ব্যুরো	[1237, 289, 1292, 302]
obituary-name: সৈয়দ নাসির উল্লাহ	[1248, 1354, 1352, 1370]
article-byline: গাবতলী (বগুড়া) সংবাদদাতা	[776, 955, 901, 968]
obituary-box-title: শোক সংবাদ	[1248, 850, 1521, 886]
weather-table-header: সর্বনিম্ন	[109, 2052, 150, 2075]
article-ctg-market	[928, 57, 1227, 1252]
article-kicker: বিজিবির অভিযান	[34, 988, 124, 1002]
continued-from-line: শেষ পৃষ্ঠার পর	[1125, 1311, 1184, 1324]
article-headline: রাসূল সা:-এর জীবনাদর্শ	[216, 59, 403, 81]
group-photo-block	[1235, 57, 1534, 230]
group-photo	[1237, 57, 1533, 226]
speaker-name: ডা: শাহাদাত	[1039, 156, 1116, 174]
article-headline: লিবিয়ায় গুলিতে আহত মাদারীপুরের যুবকের ১১ দিনেও খোঁজ নেই	[476, 739, 604, 828]
article-body: আরব ও মুসলিম দেশগুলোর নেতারা ইসরাইলি আগ্রাসনের বিরুদ্ধে ঐক্যবদ্ধ অবস্থান নেয়ার অঙ্গীকার করেছেন। কাতারে অনুষ্ঠিত জরুরি সম্মেলনে এ সংক্রান্ত যৌথ ঘোষণা গৃহীত হয়। ঘোষণায় বলা হয়, গাজায় গণহত্যা বন্ধে কার্যকর পদক্ষেপ নিতে হবে আন্তর্জাতিক সম্প্রদায়কে। মুসলিম উম্মাহর স্বার্থ রক্ষায় প্রয়োজনে অর্থনৈতিক ও কূটনৈতিক সব বিকল্প ব্যবহারের হুঁশিয়ারি দেয়া হয়। সম্মেলনে অংশ নেয়া নেতারা ফিলিস্তিনি জনগণের ন্যায়সঙ্গত অধিকারের প্রতি পূর্ণ সমর্থন পুনর্ব্যক্ত করেন। জেরুসালেমের পবিত্র স্থানসমূহের সুরক্ষার ওপরও গুরুত্বারোপ করা হয়। বিশ্লেষকরা বলছেন, মুসলিম বিশ্বের এই ঐক্য ধরে রাখা গেলে মধ্যপ্রাচ্যের ভূরাজনীতিতে বড় পরিবর্তন আসতে পারে। তবে বাস্তবায়নই মূল চ্যালেঞ্জ। এদিকে গাজায় ত্রাণ সরবরাহ বাড়াতে মিসর ও জর্দানের সাথে সমন্বয় জোরদার করা হয়েছে বলে জানিয়েছে সংশ্লিষ্ট সূত্র।	[1083, 1333, 1225, 1818]
article-headline: জাতিসঙ্ঘ সাধারণ পরিষদের	[938, 1261, 1064, 1303]
article-bgb-seizure	[7, 977, 152, 1745]
masthead	[0, 0, 1540, 52]
article-body: জাতীয় ক্রিকেট দলের পেসার এবাদত হোসেন চৌধুরীর বাবা নিজাম উদ্দিন চৌধুরী ইন্তেকাল করেছেন (ইন্না লিল্লাহি ওয়া ইন্না ইলাইহি রাজিউন)। বৃহস্পতিবার রাতে মৌলভীবাজারের বড়লেখায় নিজ বাড়িতে তিনি শেষনিঃশ্বাস ত্যাগ করেন। পারিবারিক সূত্র জানায়, দীর্ঘদিন ধরে তিনি বার্ধক্যজনিত রোগে ভুগছিলেন। মৃত্যুকালে তিনি স্ত্রী, ছেলে-মেয়েসহ অসংখ্য আত্মীয়স্বজন ও গুণগ্রাহী রেখে গেছেন। গতকাল শুক্রবার জুমার নামাজের পর জানাজা শেষে পারিবারিক কবরস্থানে তাকে দাফন করা হয়। জানাজায় স্থানীয় ক্রীড়া সংগঠক, রাজনৈতিক নেতৃবৃন্দসহ বিপুলসংখ্যক মানুষ অংশ নেন। এবাদতের বাবার মৃত্যুতে শোক প্রকাশ করেছে বাংলাদেশ ক্রিকেট বোর্ড (বিসিবি)। শোকবার্তায় মরহুমের রুহের মাগফিরাত কামনা ও শোকসন্তপ্ত পরিবারের প্রতি সমবেদনা জানানো হয়। উল্লেখ্য, বাবার অসুস্থতার খবরে জাতীয় লিগের ম্যাচ ছেড়ে বাড়ি ফিরেছিলেন এবাদত। বাবার মৃত্যুতে গভীর শোক জানিয়েছেন তার সতীর্থ ক্রিকেটাররাও।	[1237, 310, 1533, 583]
obituary-headline: সাবেক এমপি ডা: কামারুজ্জামান	[788, 1669, 906, 1712]
article-teknaf	[621, 871, 766, 1554]
article-byline: সোনারগাঁও (নারায়ণগঞ্জ) সংবাদদাতা	[469, 134, 578, 166]
article-viral-kindness	[621, 1554, 766, 2394]
article-sonargaon	[467, 57, 613, 730]
portrait-photo	[1428, 922, 1521, 1034]
